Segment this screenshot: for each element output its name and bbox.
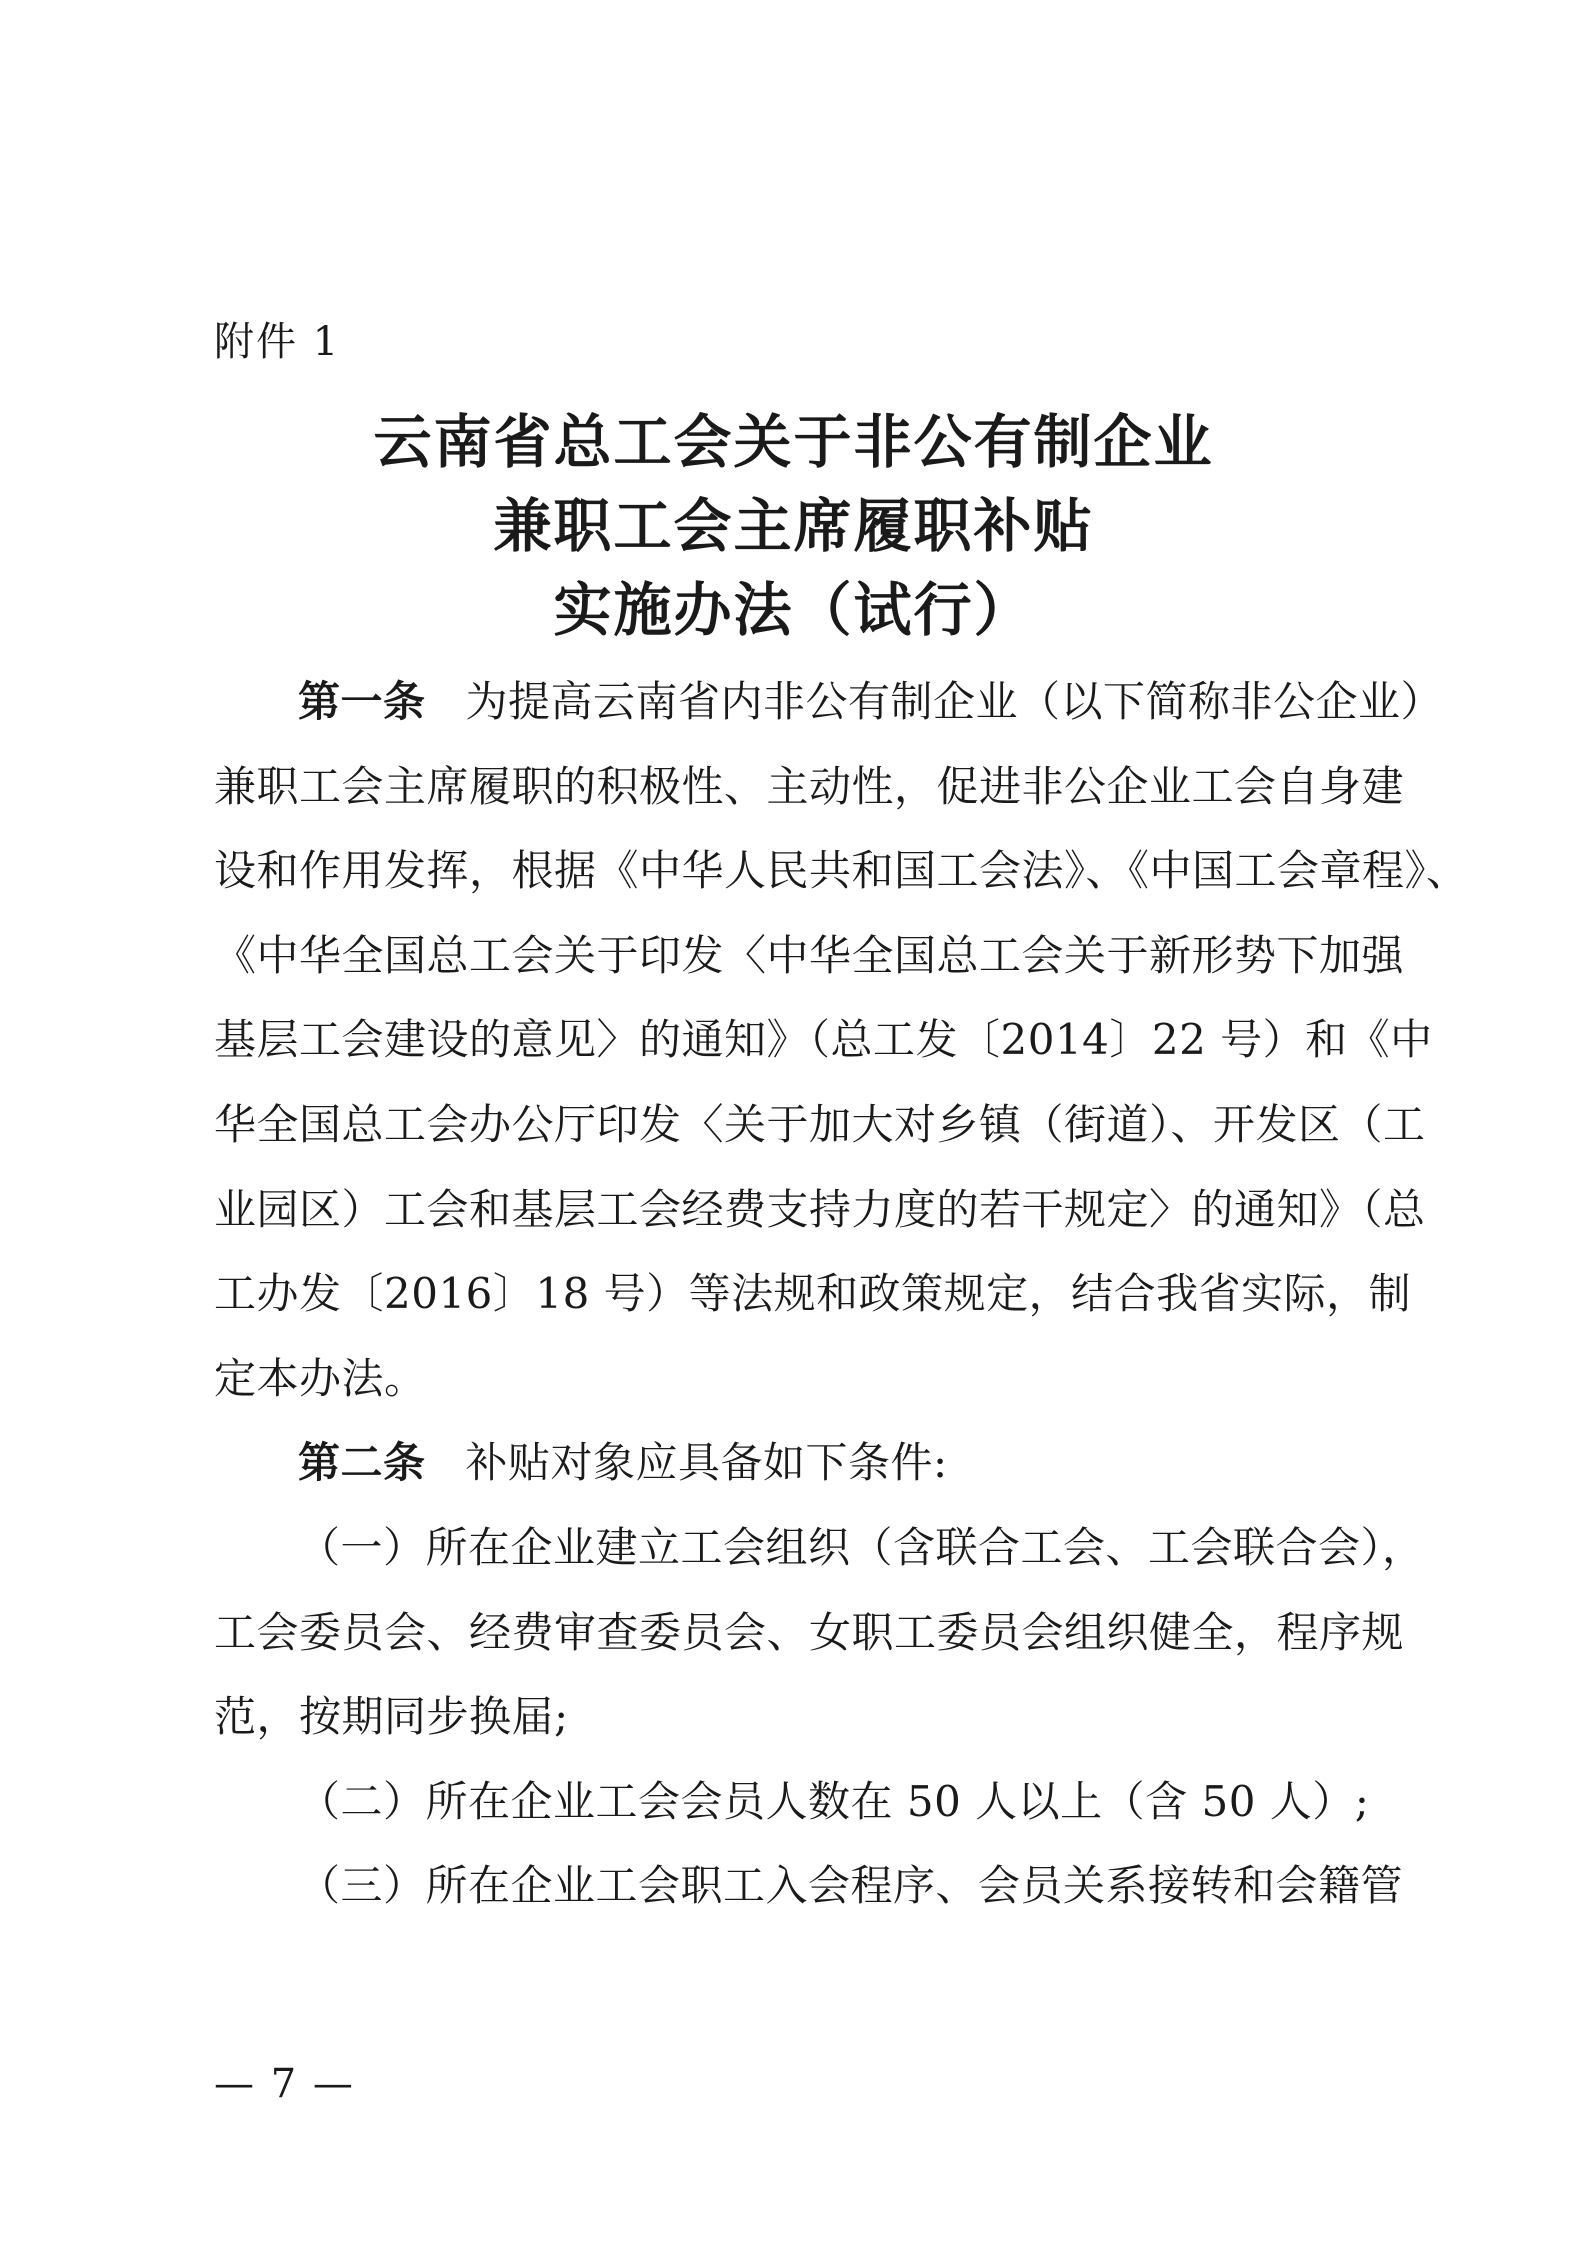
article1-line-5: 基层工会建设的意见〉的通知》（总工发〔2014〕22 号）和《中 — [214, 1015, 1433, 1065]
attachment-label: 附件 1 — [214, 319, 341, 365]
article1-line-3: 设和作用发挥，根据《中华人民共和国工会法》、《中国工会章程》、 — [214, 846, 1469, 896]
article2-line-1 — [214, 1421, 1386, 1506]
document-title — [0, 400, 1587, 652]
title-line-3: 实施办法（试行） — [553, 576, 1034, 644]
title-line-1: 云南省总工会关于非公有制企业 — [373, 408, 1214, 476]
article2-item1-line-1: （一）所在企业建立工会组织（含联合工会、工会联合会）， — [298, 1522, 1425, 1572]
article2-intro: 补贴对象应具备如下条件: — [465, 1438, 948, 1488]
article1-heading: 第一条 — [298, 677, 426, 726]
article2-item3-line-1: （三）所在企业工会职工入会程序、会员关系接转和会籍管 — [298, 1861, 1404, 1911]
page-number: — 7 — — [214, 2061, 355, 2107]
article2-heading: 第二条 — [298, 1438, 426, 1488]
article1-text-1: 为提高云南省内非公有制企业（以下简称非公企业） — [465, 677, 1444, 726]
article1-line-7: 业园区）工会和基层工会经费支持力度的若干规定〉的通知》（总 — [214, 1184, 1426, 1234]
article1-line-6: 华全国总工会办公厅印发〈关于加大对乡镇（街道）、开发区（工 — [214, 1099, 1426, 1149]
article1-line-2: 兼职工会主席履职的积极性、主动性，促进非公企业工会自身建 — [214, 761, 1405, 811]
article1-line-8: 工办发〔2016〕18 号）等法规和政策规定，结合我省实际，制 — [214, 1269, 1412, 1319]
article2-item2-line-1: （二）所在企业工会会员人数在 50 人以上（含 50 人）; — [298, 1776, 1370, 1826]
article1-line-1 — [214, 660, 1444, 745]
article1-line-9: 定本办法。 — [214, 1353, 427, 1403]
article1-line-4: 《中华全国总工会关于印发〈中华全国总工会关于新形势下加强 — [214, 930, 1405, 980]
document-body — [214, 660, 1469, 1929]
article2-item1-line-2: 工会委员会、经费审查委员会、女职工委员会组织健全，程序规 — [214, 1607, 1405, 1657]
title-line-2: 兼职工会主席履职补贴 — [493, 492, 1094, 560]
article2-item1-line-3: 范，按期同步换届; — [214, 1692, 569, 1742]
